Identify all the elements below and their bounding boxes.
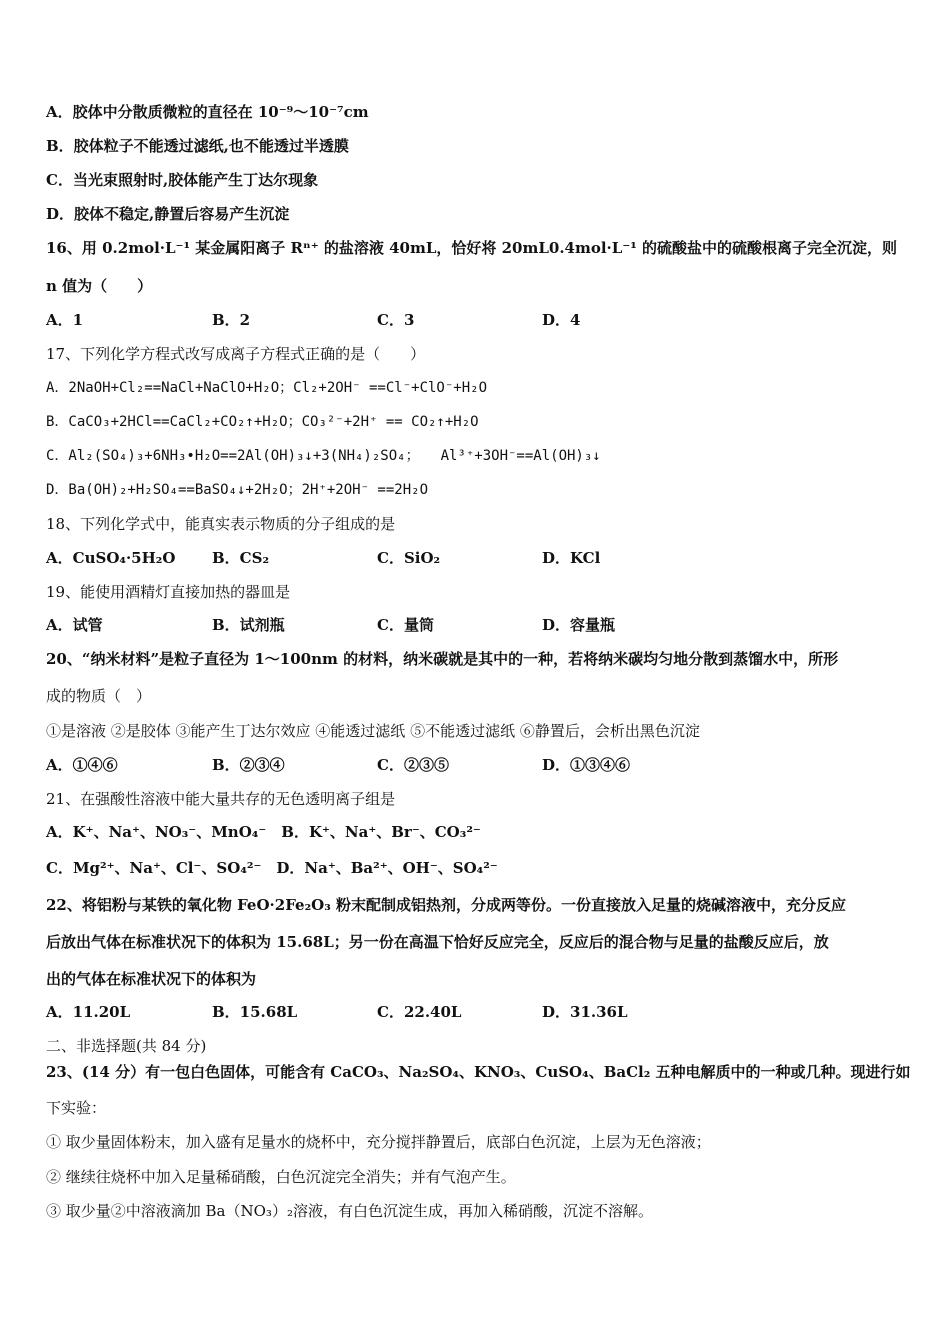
q18-option-a: A．CuSO₄·5H₂O (46, 549, 176, 567)
q15-option-b: B．胶体粒子不能透过滤纸,也不能透过半透膜 (46, 137, 349, 155)
q20-statements: ①是溶液 ②是胶体 ③能产生丁达尔效应 ④能透过滤纸 ⑤不能透过滤纸 ⑥静置后，会析出黑色沉淀 (46, 722, 700, 740)
q18-stem: 18、下列化学式中，能真实表示物质的分子组成的是 (46, 515, 396, 533)
q18-option-b: B．CS₂ (212, 549, 270, 567)
q15-option-a: A．胶体中分散质微粒的直径在 10⁻⁹～10⁻⁷cm (46, 103, 369, 121)
q20-option-b: B．②③④ (212, 756, 285, 774)
q20-option-a: A．①④⑥ (46, 756, 118, 774)
q23-stem-line2: 下实验： (46, 1099, 107, 1117)
q23-step-2: ② 继续往烧杯中加入足量稀硝酸，白色沉淀完全消失；并有气泡产生。 (46, 1168, 516, 1186)
q21-stem: 21、在强酸性溶液中能大量共存的无色透明离子组是 (46, 790, 396, 808)
q15-option-d: D．胶体不稳定,静置后容易产生沉淀 (46, 205, 290, 223)
q21-options-ab: A．K⁺、Na⁺、NO₃⁻、MnO₄⁻ B．K⁺、Na⁺、Br⁻、CO₃²⁻ (46, 823, 481, 841)
q19-option-d: D．容量瓶 (542, 616, 616, 634)
q17-option-c: C．Al₂(SO₄)₃+6NH₃•H₂O==2Al(OH)₃↓+3(NH₄)₂SO₄； Al³⁺+3OH⁻==Al(OH)₃↓ (46, 448, 601, 464)
q16-option-c: C．3 (377, 311, 415, 329)
q21-options-cd: C．Mg²⁺、Na⁺、Cl⁻、SO₄²⁻ D．Na⁺、Ba²⁺、OH⁻、SO₄²⁻ (46, 859, 498, 877)
q22-option-c: C．22.40L (377, 1003, 462, 1021)
q18-option-c: C．SiO₂ (377, 549, 441, 567)
q23-step-1: ① 取少量固体粉末，加入盛有足量水的烧杯中，充分搅拌静置后，底部白色沉淀，上层为无色溶液； (46, 1133, 711, 1151)
q16-stem-line1: 16、用 0.2mol·L⁻¹ 某金属阳离子 Rⁿ⁺ 的盐溶液 40mL，恰好将 20mL0.4mol·L⁻¹ 的硫酸盐中的硫酸根离子完全沉淀，则 (46, 239, 898, 257)
q22-stem-line2: 后放出气体在标准状况下的体积为 15.68L；另一份在高温下恰好反应完全，反应后的混合物与足量的盐酸反应后，放 (46, 933, 829, 951)
q16-stem-line2: n 值为（ ） (46, 277, 153, 295)
q20-stem-line2: 成的物质（ ） (46, 687, 152, 705)
q22-stem-line3: 出的气体在标准状况下的体积为 (46, 970, 257, 988)
q23-stem-line1: 23、(14 分）有一包白色固体，可能含有 CaCO₃、Na₂SO₄、KNO₃、CuSO₄、BaCl₂ 五种电解质中的一种或几种。现进行如 (46, 1063, 911, 1081)
q17-option-b: B．CaCO₃+2HCl==CaCl₂+CO₂↑+H₂O；CO₃²⁻+2H⁺ == CO₂↑+H₂O (46, 414, 479, 430)
q17-option-a: A．2NaOH+Cl₂==NaCl+NaClO+H₂O；Cl₂+2OH⁻ ==Cl⁻+ClO⁻+H₂O (46, 380, 488, 396)
q20-stem-line1: 20、“纳米材料”是粒子直径为 1～100nm 的材料，纳米碳就是其中的一种，若将纳米碳均匀地分散到蒸馏水中，所形 (46, 650, 839, 668)
q19-option-a: A．试管 (46, 616, 103, 634)
q20-option-c: C．②③⑤ (377, 756, 449, 774)
q16-option-a: A．1 (46, 311, 84, 329)
q22-option-d: D．31.36L (542, 1003, 628, 1021)
q18-option-d: D．KCl (542, 549, 601, 567)
q16-option-d: D．4 (542, 311, 581, 329)
q22-option-a: A．11.20L (46, 1003, 131, 1021)
q16-option-b: B．2 (212, 311, 251, 329)
q22-option-b: B．15.68L (212, 1003, 298, 1021)
q22-stem-line1: 22、将铝粉与某铁的氧化物 FeO·2Fe₂O₃ 粉末配制成铝热剂，分成两等份。一份直接放入足量的烧碱溶液中，充分反应 (46, 896, 846, 914)
section-heading: 二、非选择题(共 84 分) (46, 1037, 207, 1055)
q15-option-c: C．当光束照射时,胶体能产生丁达尔现象 (46, 171, 319, 189)
q17-option-d: D．Ba(OH)₂+H₂SO₄==BaSO₄↓+2H₂O；2H⁺+2OH⁻ ==2H₂O (46, 482, 429, 498)
q19-stem: 19、能使用酒精灯直接加热的器皿是 (46, 583, 291, 601)
q19-option-c: C．量筒 (377, 616, 434, 634)
q19-option-b: B．试剂瓶 (212, 616, 285, 634)
q23-step-3: ③ 取少量②中溶液滴加 Ba（NO₃）₂溶液，有白色沉淀生成，再加入稀硝酸，沉淀不溶解。 (46, 1202, 653, 1220)
q20-option-d: D．①③④⑥ (542, 756, 631, 774)
q17-stem: 17、下列化学方程式改写成离子方程式正确的是（ ） (46, 345, 426, 363)
